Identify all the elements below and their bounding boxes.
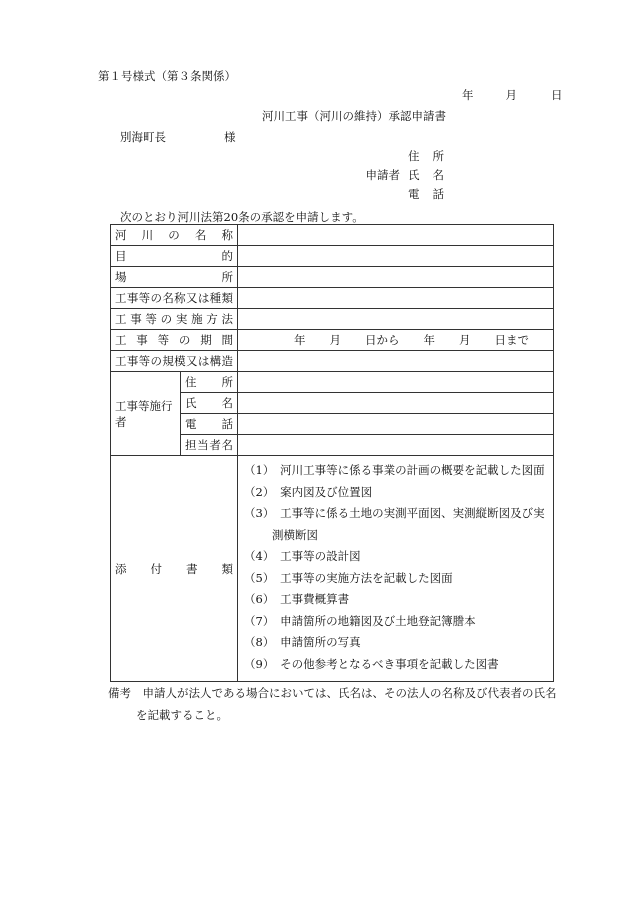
period-month: 月 [329, 333, 341, 347]
attachment-item: （6） 工事費概算書 [244, 592, 350, 606]
form-number: 第１号様式（第３条関係） [98, 69, 236, 83]
date-day: 日 [551, 88, 563, 102]
purpose-field[interactable] [238, 246, 554, 267]
row-label-work-type: 工事等の名称又は種類 [111, 288, 238, 309]
application-table [110, 224, 554, 682]
location-field[interactable] [238, 267, 554, 288]
attachment-item: （7） 申請箇所の地籍図及び土地登記簿謄本 [244, 613, 476, 628]
row-label-method: 工事等の実施方法 [111, 309, 238, 330]
page-title: 河川工事（河川の維持）承認申請書 [262, 109, 446, 123]
date-month: 月 [505, 88, 517, 102]
period-to: 日まで [494, 333, 529, 347]
period-year: 年 [294, 333, 306, 347]
row-label-location: 場所 [111, 267, 238, 288]
row-label-river-name: 河川の名称 [111, 225, 238, 246]
period-month-2: 月 [459, 333, 471, 347]
table-row [111, 351, 554, 372]
addressee [120, 129, 236, 145]
scale-field[interactable] [238, 351, 554, 372]
row-label-scale: 工事等の規模又は構造 [111, 351, 238, 372]
contractor-phone-field[interactable] [238, 414, 554, 435]
applicant-name-label: 氏 名 [408, 168, 444, 182]
method-field[interactable] [238, 309, 554, 330]
table-row [111, 330, 554, 351]
contractor-address-field[interactable] [238, 372, 554, 393]
addressee-name: 別海町長 [120, 130, 166, 144]
attachment-item: （8） 申請箇所の写真 [244, 635, 361, 649]
period-field[interactable] [238, 330, 554, 351]
attachment-item: （1） 河川工事等に係る事業の計画の概要を記載した図面 [244, 463, 545, 477]
applicant-name [350, 167, 444, 183]
date-year: 年 [462, 88, 474, 102]
applicant-phone [350, 186, 444, 202]
addressee-honorific: 様 [224, 130, 236, 144]
table-row [111, 288, 554, 309]
period-year-2: 年 [423, 333, 435, 347]
attachment-item: （9） その他参考となるべき事項を記載した図書 [244, 656, 499, 671]
work-type-field[interactable] [238, 288, 554, 309]
applicant-address-label: 住 所 [408, 149, 444, 163]
remarks-note [108, 682, 558, 726]
table-row [111, 372, 554, 393]
contractor-address-label: 住所 [181, 372, 238, 393]
applicant-phone-label: 電 話 [408, 187, 444, 201]
contractor-phone-label: 電話 [181, 414, 238, 435]
remarks-line-1: 備考 申請人が法人である場合においては、氏名は、その法人の名称及び代表者の氏名 [108, 686, 557, 700]
row-label-period: 工事等の期間 [111, 330, 238, 351]
attachment-item: 測横断図 [272, 527, 318, 542]
table-row [111, 456, 554, 682]
attachment-item: （2） 案内図及び位置図 [244, 484, 373, 499]
applicant-role: 申請者 [365, 168, 400, 182]
attachment-item: （4） 工事等の設計図 [244, 549, 361, 563]
table-row [111, 246, 554, 267]
attachment-item: （3） 工事等に係る土地の実測平面図、実測縦断図及び実 [244, 506, 545, 520]
attachments-label: 添付書類 [111, 456, 238, 682]
attachment-item: （5） 工事等の実施方法を記載した図面 [244, 570, 453, 585]
river-name-field[interactable] [238, 225, 554, 246]
contractor-name-field[interactable] [238, 393, 554, 414]
applicant-address [350, 148, 444, 164]
contractor-person-field[interactable] [238, 435, 554, 456]
date-line [462, 87, 563, 103]
attachments-list [238, 456, 554, 682]
contractor-label: 工事等施行者 [111, 372, 181, 456]
intro-text: 次のとおり河川法第20条の承認を申請します。 [120, 210, 364, 224]
contractor-person-label: 担当者名 [181, 435, 238, 456]
remarks-line-2: を記載すること。 [136, 708, 228, 722]
period-from: 日から [365, 333, 400, 347]
table-row [111, 267, 554, 288]
row-label-purpose: 目的 [111, 246, 238, 267]
table-row [111, 225, 554, 246]
contractor-name-label: 氏名 [181, 393, 238, 414]
table-row [111, 309, 554, 330]
